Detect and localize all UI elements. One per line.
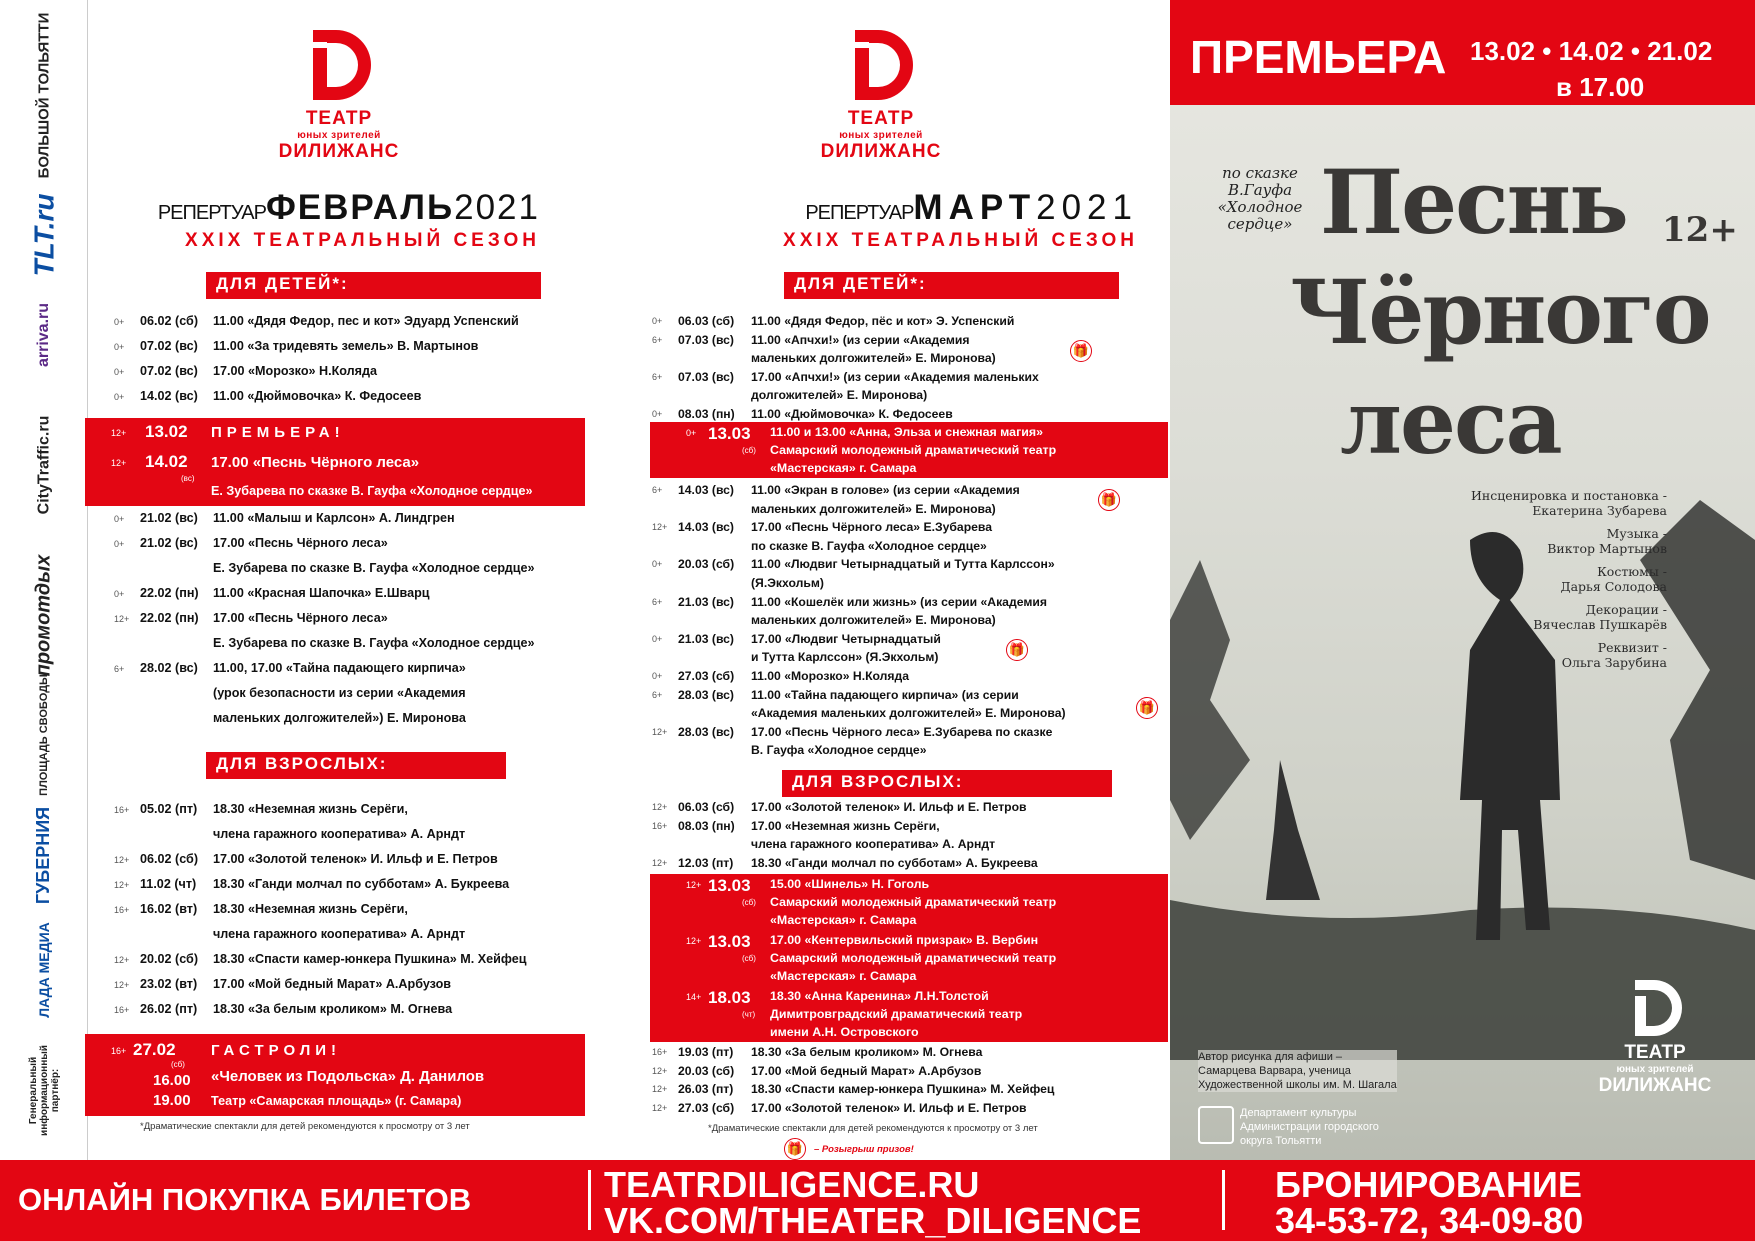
hl-age: 12+ xyxy=(686,880,702,890)
row-text: маленьких долгожителей») Е. Миронова xyxy=(213,711,466,725)
row-date: 06.02 (сб) xyxy=(140,314,199,328)
row-date: 07.03 (вс) xyxy=(678,332,734,347)
row-date: 06.02 (сб) xyxy=(140,852,199,866)
row-text: 17.00 «Песнь Чёрного леса» Е.Зубарева по сказке xyxy=(751,724,1053,739)
general-partner-label: Генеральный информационный партнёр: xyxy=(27,1044,61,1136)
hl-tx: 11.00 и 13.00 «Анна, Эльза и снежная магия» xyxy=(770,425,1043,439)
row-age: 16+ xyxy=(652,820,668,831)
guest-performance xyxy=(650,986,1168,1042)
repertoire-heading: РЕПЕРТУАРФЕВРАЛЬ2021 xyxy=(157,188,540,227)
premiere-poster xyxy=(1170,0,1755,1160)
gift-icon: 🎁 xyxy=(1136,697,1158,719)
row-age: 12+ xyxy=(114,980,130,990)
guest-performance xyxy=(650,930,1168,986)
row-text: 17.00 «Песнь Чёрного леса» xyxy=(213,611,388,625)
credit-entry xyxy=(1533,602,1667,632)
hl-age: 0+ xyxy=(686,428,697,438)
hl-sm: (сб) xyxy=(742,446,756,455)
poster-theatre-logo: ТЕАТР юных зрителей DИЛИЖАНС xyxy=(1570,980,1740,1097)
hl-tx: имени А.Н. Островского xyxy=(770,1025,919,1039)
row-text: Е. Зубарева по сказке В. Гауфа «Холодное сердце» xyxy=(213,561,535,575)
row-text: 11.00 «Кошелёк или жизнь» (из серии «Академия xyxy=(751,594,1047,609)
row-age: 0+ xyxy=(652,316,663,326)
row-text: 11.00 «Красная Шапочка» Е.Шварц xyxy=(213,586,430,600)
row-date: 27.03 (сб) xyxy=(678,669,735,683)
booking-phones[interactable]: 34-53-72, 34-09-80 xyxy=(1275,1200,1584,1241)
row-age: 6+ xyxy=(652,485,663,495)
row-text: 18.30 «Ганди молчал по субботам» А. Букреева xyxy=(213,877,510,891)
tour-highlight: 16+ 27.02 (сб) 16.00 19.00 ГАСТРОЛИ! «Человек из Подольска» Д. Данилов Театр «Самарская площадь» (г. Самара) xyxy=(85,1034,585,1116)
row-date: 06.03 (сб) xyxy=(678,314,735,328)
credit-role: Инсценировка и постановка - xyxy=(1470,488,1667,503)
hl-sm: (сб) xyxy=(742,898,756,907)
hl-big: 13.03 xyxy=(708,932,751,951)
row-age: 0+ xyxy=(652,559,663,570)
row-age: 16+ xyxy=(114,905,130,915)
row-age: 12+ xyxy=(652,802,668,812)
row-date: 21.03 (вс) xyxy=(678,631,734,646)
row-date: 21.03 (вс) xyxy=(678,594,734,609)
theatre-logo: ТЕАТР юных зрителей DИЛИЖАНС xyxy=(88,30,590,170)
row-text: по сказке В. Гауфа «Холодное сердце» xyxy=(751,538,987,553)
row-text: 18.30 «Ганди молчал по субботам» А. Букреева xyxy=(751,855,1038,870)
row-text: (урок безопасности из серии «Академия xyxy=(213,686,466,700)
hl-age: 12+ xyxy=(686,936,702,946)
row-text: 17.00 «Апчхи!» (из серии «Академия маленьких xyxy=(751,369,1039,384)
diligence-logo-icon xyxy=(841,30,921,100)
row-age: 0+ xyxy=(114,392,125,402)
row-text: 11.00, 17.00 «Тайна падающего кирпича» xyxy=(213,661,466,675)
row-age: 16+ xyxy=(114,805,130,815)
footnote: *Драматические спектакли для детей рекомендуются к просмотру от 3 лет xyxy=(708,1123,1038,1134)
guest-performance xyxy=(650,874,1168,930)
row-text: маленьких долгожителей» Е. Миронова) xyxy=(751,351,996,366)
credit-role: Декорации - xyxy=(1585,602,1667,617)
poster-title-1: Песнь xyxy=(1320,150,1627,254)
row-date: 28.03 (вс) xyxy=(678,687,734,702)
row-date: 22.02 (пн) xyxy=(140,611,199,625)
credit-entry xyxy=(1471,488,1667,518)
row-text: 11.00 «Дядя Федор, пёс и кот» Э. Успенский xyxy=(751,314,1015,328)
row-text: 17.00 «Песнь Чёрного леса» Е.Зубарева xyxy=(751,520,993,535)
row-date: 20.03 (сб) xyxy=(678,1063,735,1078)
credit-role: Костюмы - xyxy=(1597,564,1667,579)
row-age: 0+ xyxy=(114,589,125,599)
row-date: 28.02 (вс) xyxy=(140,661,198,675)
kids-section-header: ДЛЯ ДЕТЕЙ*: xyxy=(206,272,541,299)
guest-performance xyxy=(650,422,1168,478)
row-text: 18.30 «Неземная жизнь Серёги, xyxy=(213,802,408,816)
row-text: 18.30 «Спасти камер-юнкера Пушкина» М. Хейфец xyxy=(751,1082,1055,1097)
row-text: 17.00 «Мой бедный Марат» А.Арбузов xyxy=(751,1063,982,1078)
row-date: 26.03 (пт) xyxy=(678,1082,734,1097)
adults-section-header: ДЛЯ ВЗРОСЛЫХ: xyxy=(206,752,506,779)
theatre-logo: ТЕАТР юных зрителей DИЛИЖАНС xyxy=(624,30,1138,170)
credit-name: Ольга Зарубина xyxy=(1561,655,1667,670)
row-text: «Академия маленьких долгожителей» Е. Миронова) xyxy=(751,706,1066,721)
footnote: *Драматические спектакли для детей рекомендуются к просмотру от 3 лет xyxy=(140,1121,470,1132)
row-text: 17.00 «Песнь Чёрного леса» xyxy=(213,536,388,550)
row-text: 18.30 «За белым кроликом» М. Огнева xyxy=(751,1045,983,1059)
hl-age: 14+ xyxy=(686,992,702,1002)
hl-tx: 17.00 «Кентервильский призрак» В. Вербин xyxy=(770,933,1039,947)
row-date: 16.02 (вт) xyxy=(140,902,198,916)
row-date: 20.02 (сб) xyxy=(140,952,199,966)
row-text: 11.00 «Малыш и Карлсон» А. Линдгрен xyxy=(213,511,455,525)
row-text: члена гаражного кооператива» А. Арндт xyxy=(213,827,466,841)
row-date: 11.02 (чт) xyxy=(140,877,197,891)
row-text: 17.00 «Морозко» Н.Коляда xyxy=(213,364,378,378)
hl-tx: Самарский молодежный драматический театр xyxy=(770,443,1057,457)
row-text: 17.00 «Золотой теленок» И. Ильф и Е. Петров xyxy=(751,1100,1027,1115)
row-age: 0+ xyxy=(652,409,663,419)
row-age: 6+ xyxy=(652,371,663,382)
row-text: 17.00 «Золотой теленок» И. Ильф и Е. Петров xyxy=(751,800,1027,814)
row-text: долгожителей» Е. Миронова) xyxy=(751,388,928,403)
row-date: 12.03 (пт) xyxy=(678,855,734,870)
row-text: и Тутта Карлссон» (Я.Экхольм) xyxy=(751,650,939,665)
row-date: 07.03 (вс) xyxy=(678,369,734,384)
hl-tx: «Мастерская» г. Самара xyxy=(770,969,917,983)
culture-department: Департамент культуры Администрации городского округа Тольятти xyxy=(1240,1107,1379,1147)
row-date: 14.02 (вс) xyxy=(140,389,198,403)
prize-note: – Розыгрыш призов! xyxy=(814,1144,914,1155)
hl-tx: Димитровградский драматический театр xyxy=(770,1007,1023,1021)
row-age: 12+ xyxy=(114,855,130,865)
row-age: 6+ xyxy=(652,334,663,345)
row-age: 12+ xyxy=(114,880,130,890)
row-text: 18.30 «Спасти камер-юнкера Пушкина» М. Хейфец xyxy=(213,952,527,966)
row-date: 28.03 (вс) xyxy=(678,724,734,739)
partner-logo: БОЛЬШОЙ ТОЛЬЯТТИ xyxy=(35,12,53,178)
row-age: 12+ xyxy=(652,1065,668,1076)
hl-tx: Самарский молодежный драматический театр xyxy=(770,951,1057,965)
row-date: 07.02 (вс) xyxy=(140,339,198,353)
premiere-label: ПРЕМЬЕРА xyxy=(1190,31,1447,83)
illustration-author: Автор рисунка для афиши – Самарцева Варвара, ученица Художественной школы им. М. Шагала xyxy=(1198,1051,1397,1091)
row-age: 12+ xyxy=(652,1102,668,1113)
credit-entry xyxy=(1560,564,1667,594)
partners-sidebar xyxy=(0,0,88,1160)
row-age: 6+ xyxy=(114,664,125,674)
premiere-dates: 13.02 • 14.02 • 21.02 xyxy=(1470,36,1713,66)
row-date: 14.03 (вс) xyxy=(678,520,734,535)
poster-title-2: Чёрного xyxy=(1290,260,1710,364)
poster-title-3: леса xyxy=(1340,370,1561,474)
credit-name: Виктор Мартынов xyxy=(1547,541,1667,556)
season-label: XXIX ТЕАТРАЛЬНЫЙ СЕЗОН xyxy=(783,230,1138,251)
hl-big: 18.03 xyxy=(708,988,751,1007)
row-age: 12+ xyxy=(652,522,668,533)
row-text: Е. Зубарева по сказке В. Гауфа «Холодное сердце» xyxy=(213,636,535,650)
march-column xyxy=(654,0,1168,1160)
row-date: 14.03 (вс) xyxy=(678,483,734,497)
adults-section-header: ДЛЯ ВЗРОСЛЫХ: xyxy=(782,770,1112,797)
row-text: В. Гауфа «Холодное сердце» xyxy=(751,743,927,758)
credit-name: Екатерина Зубарева xyxy=(1532,503,1667,518)
credit-role: Музыка - xyxy=(1606,526,1667,541)
credit-name: Дарья Солодова xyxy=(1560,579,1667,594)
partner-logo: ЛАДА МЕДИА xyxy=(36,922,53,1018)
diligence-logo-icon xyxy=(1625,980,1685,1036)
row-text: 11.00 «Дюймовочка» К. Федосеев xyxy=(213,389,422,403)
hl-sm: (сб) xyxy=(742,954,756,963)
row-text: члена гаражного кооператива» А. Арндт xyxy=(213,927,466,941)
row-date: 19.03 (пт) xyxy=(678,1045,734,1059)
row-text: 11.00 «Людвиг Четырнадцатый и Тутта Карлссон» xyxy=(751,557,1055,572)
row-text: 18.30 «За белым кроликом» М. Огнева xyxy=(213,1002,453,1016)
row-text: 11.00 «Апчхи!» (из серии «Академия xyxy=(751,332,970,347)
row-age: 12+ xyxy=(114,955,130,965)
gift-icon: 🎁 xyxy=(784,1138,806,1160)
row-date: 05.02 (пт) xyxy=(140,802,198,816)
partner-logo: arriva.ru xyxy=(34,302,52,368)
kids-section-header: ДЛЯ ДЕТЕЙ*: xyxy=(784,272,1119,299)
row-text: 17.00 «Мой бедный Марат» А.Арбузов xyxy=(213,977,452,991)
online-tickets-label: ОНЛАЙН ПОКУПКА БИЛЕТОВ xyxy=(18,1182,472,1217)
row-age: 6+ xyxy=(652,596,663,607)
row-age: 12+ xyxy=(652,726,668,737)
row-age: 0+ xyxy=(114,539,125,549)
repertoire-heading: РЕПЕРТУАРМАРТ2021 xyxy=(805,188,1138,227)
hl-tx: 18.30 «Анна Каренина» Л.Н.Толстой xyxy=(770,989,989,1003)
row-text: 11.00 «Дюймовочка» К. Федосеев xyxy=(751,407,953,421)
row-date: 08.03 (пн) xyxy=(678,407,735,421)
partner-logo: ГУБЕРНИЯ xyxy=(33,806,54,904)
row-age: 0+ xyxy=(114,317,125,327)
credit-entry xyxy=(1547,526,1667,556)
row-text: 11.00 «Экран в голове» (из серии «Академия xyxy=(751,483,1020,497)
hl-tx: Самарский молодежный драматический театр xyxy=(770,895,1057,909)
row-date: 20.03 (сб) xyxy=(678,557,735,572)
row-age: 0+ xyxy=(652,633,663,644)
row-date: 27.03 (сб) xyxy=(678,1100,735,1115)
row-text: маленьких долгожителей» Е. Миронова) xyxy=(751,501,996,516)
row-age: 0+ xyxy=(114,514,125,524)
row-text: 18.30 «Неземная жизнь Серёги, xyxy=(213,902,408,916)
hl-tx: 15.00 «Шинель» Н. Гоголь xyxy=(770,877,930,891)
february-column xyxy=(88,0,590,1160)
row-text: 11.00 «Дядя Федор, пес и кот» Эдуард Успенский xyxy=(213,314,519,328)
row-text: 11.00 «Тайна падающего кирпича» (из серии xyxy=(751,687,1019,702)
row-text: 17.00 «Золотой теленок» И. Ильф и Е. Петров xyxy=(213,852,498,866)
row-text: 17.00 «Неземная жизнь Серёги, xyxy=(751,818,940,833)
row-age: 16+ xyxy=(652,1047,668,1057)
partner-logo: промотдых xyxy=(32,554,55,676)
partner-logo: TLT.ru xyxy=(28,193,59,277)
forest-illustration xyxy=(1170,500,1755,1060)
hl-big: 13.03 xyxy=(708,424,751,443)
credit-role: Реквизит - xyxy=(1597,640,1667,655)
gift-icon: 🎁 xyxy=(1070,340,1092,362)
row-date: 23.02 (вт) xyxy=(140,977,198,991)
hl-big: 13.03 xyxy=(708,876,751,895)
booking-label: БРОНИРОВАНИЕ xyxy=(1275,1164,1582,1205)
row-age: 6+ xyxy=(652,689,663,700)
row-text: 11.00 «За тридевять земель» В. Мартынов xyxy=(213,339,479,353)
row-age: 12+ xyxy=(114,614,130,624)
gift-icon: 🎁 xyxy=(1006,639,1028,661)
poster-subtitle: по сказке В.Гауфа «Холодное сердце» xyxy=(1217,164,1303,233)
premiere-time: в 17.00 xyxy=(1556,72,1645,102)
website-link[interactable]: TEATRDILIGENCE.RU xyxy=(604,1164,980,1205)
row-date: 21.02 (вс) xyxy=(140,536,198,550)
credit-name: Вячеслав Пушкарёв xyxy=(1533,617,1667,632)
hl-sm: (чт) xyxy=(742,1010,756,1019)
row-date: 08.03 (пн) xyxy=(678,818,735,833)
city-emblem-icon xyxy=(1198,1106,1234,1144)
row-date: 07.02 (вс) xyxy=(140,364,198,378)
row-date: 06.03 (сб) xyxy=(678,800,735,814)
age-rating: 12+ xyxy=(1662,210,1738,250)
diligence-logo-icon xyxy=(299,30,379,100)
row-age: 12+ xyxy=(652,857,668,868)
row-text: 17.00 «Людвиг Четырнадцатый xyxy=(751,631,941,646)
row-text: маленьких долгожителей» Е. Миронова) xyxy=(751,613,996,628)
row-age: 16+ xyxy=(114,1005,130,1015)
row-text: 11.00 «Морозко» Н.Коляда xyxy=(751,669,910,683)
partner-logo: CityTraffic.ru xyxy=(35,415,52,515)
row-date: 22.02 (пн) xyxy=(140,586,199,600)
gift-icon: 🎁 xyxy=(1098,489,1120,511)
premiere-highlight: 12+ 13.02 ПРЕМЬЕРА! 12+ 14.02 (вс) 17.00 «Песнь Чёрного леса» Е. Зубарева по сказке В. Гауфа «Холодное сердце» xyxy=(85,418,585,506)
row-age: 0+ xyxy=(652,671,663,681)
hl-tx: «Мастерская» г. Самара xyxy=(770,461,917,475)
partner-logo: ПЛОЩАДЬ СВОБОДЫ xyxy=(38,674,51,796)
row-age: 12+ xyxy=(652,1084,668,1095)
vk-link[interactable]: VK.COM/THEATER_DILIGENCE xyxy=(604,1200,1142,1241)
hl-tx: «Мастерская» г. Самара xyxy=(770,913,917,927)
footer-bar xyxy=(0,1160,1755,1241)
row-text: (Я.Экхольм) xyxy=(751,576,824,590)
row-age: 0+ xyxy=(114,367,125,377)
season-label: XXIX ТЕАТРАЛЬНЫЙ СЕЗОН xyxy=(185,230,540,251)
credit-entry xyxy=(1562,640,1667,670)
row-date: 26.02 (пт) xyxy=(140,1002,198,1016)
row-age: 0+ xyxy=(114,342,125,352)
row-date: 21.02 (вс) xyxy=(140,511,198,525)
row-text: члена гаражного кооператива» А. Арндт xyxy=(751,837,996,852)
